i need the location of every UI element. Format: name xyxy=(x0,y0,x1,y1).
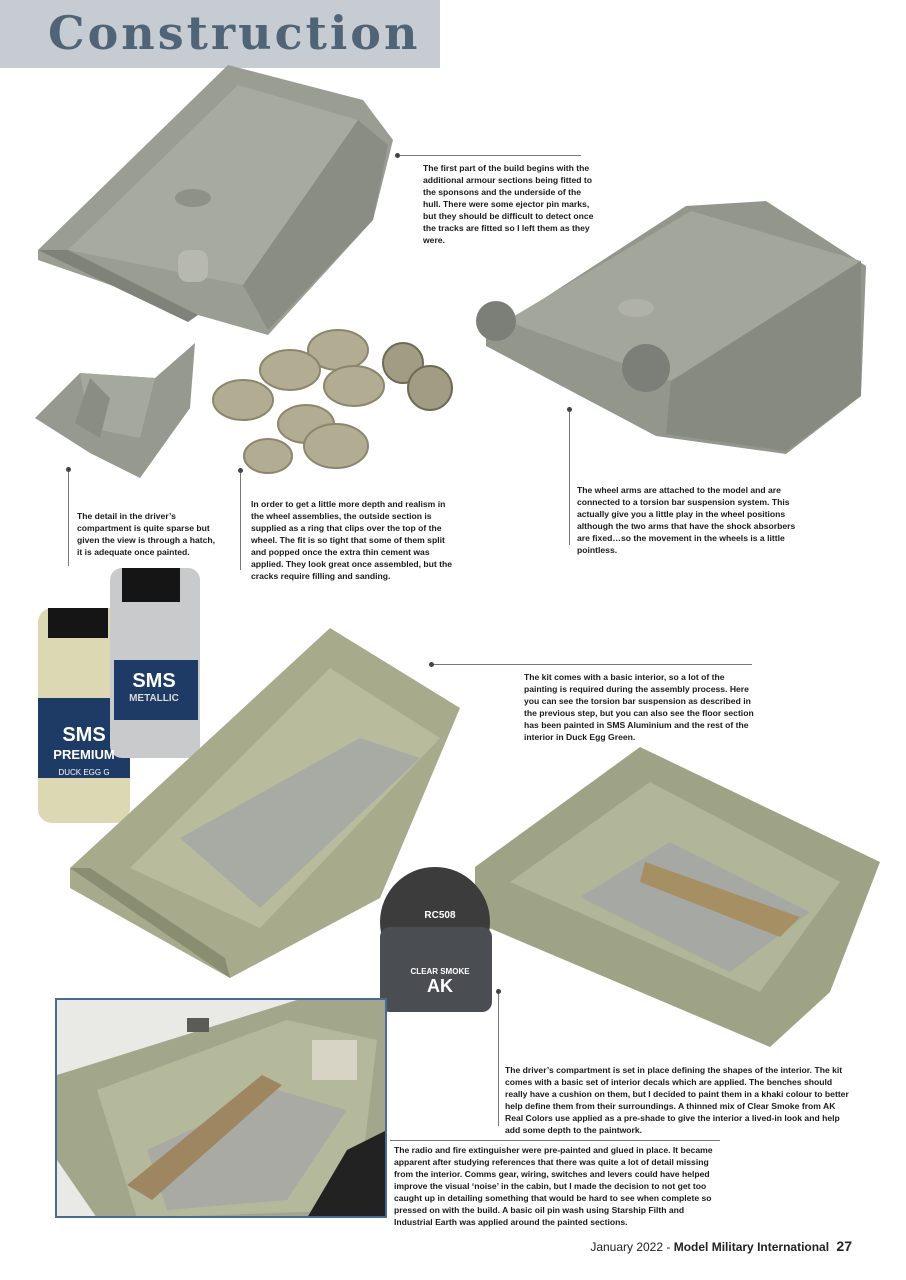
photo-road-wheels xyxy=(208,328,463,486)
leader-line xyxy=(398,155,581,156)
leader-pin xyxy=(66,467,71,472)
leader-pin xyxy=(567,407,572,412)
leader-pin xyxy=(395,153,400,158)
leader-line xyxy=(390,1140,720,1141)
caption-drivers-compartment: The detail in the driver’s compartment is quite sparse but given the view is through a hatch, it is adequate once painted. xyxy=(77,511,215,557)
paint-jar-brand: AK xyxy=(427,976,453,996)
paint-line-label: METALLIC xyxy=(129,693,179,704)
inset-photo-interior-detail xyxy=(55,998,387,1218)
leader-line xyxy=(432,664,752,665)
page-title: Construction xyxy=(48,6,421,60)
photo-drivers-part xyxy=(30,338,200,478)
caption-armour-sections: The first part of the build begins with the additional armour sections being fitted to the sponsons and the underside of the hull. There were some ejector pin marks, but they should be difficult to detect once the tracks are fitted so I left them as they were. xyxy=(423,163,594,245)
paint-brand-label: SMS xyxy=(62,724,106,746)
paint-brand-label: SMS xyxy=(132,670,176,692)
inset-photo-image xyxy=(57,1000,387,1218)
page-number: 27 xyxy=(836,1238,852,1254)
photo-interior-painted xyxy=(380,742,885,1052)
footer-magazine: Model Military International xyxy=(673,1240,830,1254)
caption-radio-extinguisher: The radio and fire extinguisher were pre-painted and glued in place. It became apparent after studying references that there was quite a lot of detail missing from the interior. Comms gear, wiring, switches and levers could have helped improve the visual ‘noise’ in the cabin, but I made the decision to not get too caught up in detailing something that would be hard to see when complete so pressed on with the build. A basic oil pin wash using Starship Filth and Industrial Earth was applied around the painted sections. xyxy=(394,1145,713,1227)
page-footer xyxy=(590,1238,852,1254)
paint-bottle-duck-egg xyxy=(38,698,130,777)
leader-pin xyxy=(429,662,434,667)
leader-pin xyxy=(238,468,243,473)
paint-color-label: DUCK EGG G xyxy=(58,768,110,777)
photo-hull-underside xyxy=(28,60,398,340)
caption-drivers-compartment-decals: The driver’s compartment is set in place defining the shapes of the interior. The kit comes with a basic set of interior decals which are applied. The benches should really have a cushion on them, but I decided to paint them in a khaki colour to better help define them from their surroundings. A thinned mix of Clear Smoke from AK Real Colors use applied as a pre-shade to give the interior a lived-in look and help add some depth to the paintwork. xyxy=(505,1065,849,1135)
paint-jar-name: CLEAR SMOKE xyxy=(410,967,470,976)
title-banner xyxy=(0,0,440,68)
leader-line xyxy=(240,470,241,570)
footer-date: January 2022 - xyxy=(590,1240,671,1254)
leader-pin xyxy=(496,989,501,994)
leader-line xyxy=(569,410,570,545)
leader-line xyxy=(498,992,499,1126)
paint-jar-code: RC508 xyxy=(424,910,456,921)
leader-line xyxy=(68,470,69,566)
caption-wheel-arms: The wheel arms are attached to the model and are connected to a torsion bar suspension system. This actually give you a little play in the wheel positions although the two arms that have the shock absorbers are fixed…so the movement in the wheels is a little pointless. xyxy=(577,485,796,555)
caption-wheel-assemblies: In order to get a little more depth and realism in the wheel assemblies, the outside section is supplied as a ring that clips over the top of the wheel. The fit is so tight that some of them split and popped once the extra thin cement was applied. They look great once assembled, but the cracks require filling and sanding. xyxy=(251,499,453,581)
caption-basic-interior: The kit comes with a basic interior, so a lot of the painting is required during the assembly process. Here you can see the torsion bar suspension as described in the previous step, but you can also see the floor section has been painted in SMS Aluminium and the rest of the interior in Duck Egg Green. xyxy=(524,672,754,742)
paint-line-label: PREMIUM xyxy=(53,747,115,762)
paint-jar-clear-smoke xyxy=(390,910,490,997)
paint-bottle-metallic xyxy=(112,660,196,704)
